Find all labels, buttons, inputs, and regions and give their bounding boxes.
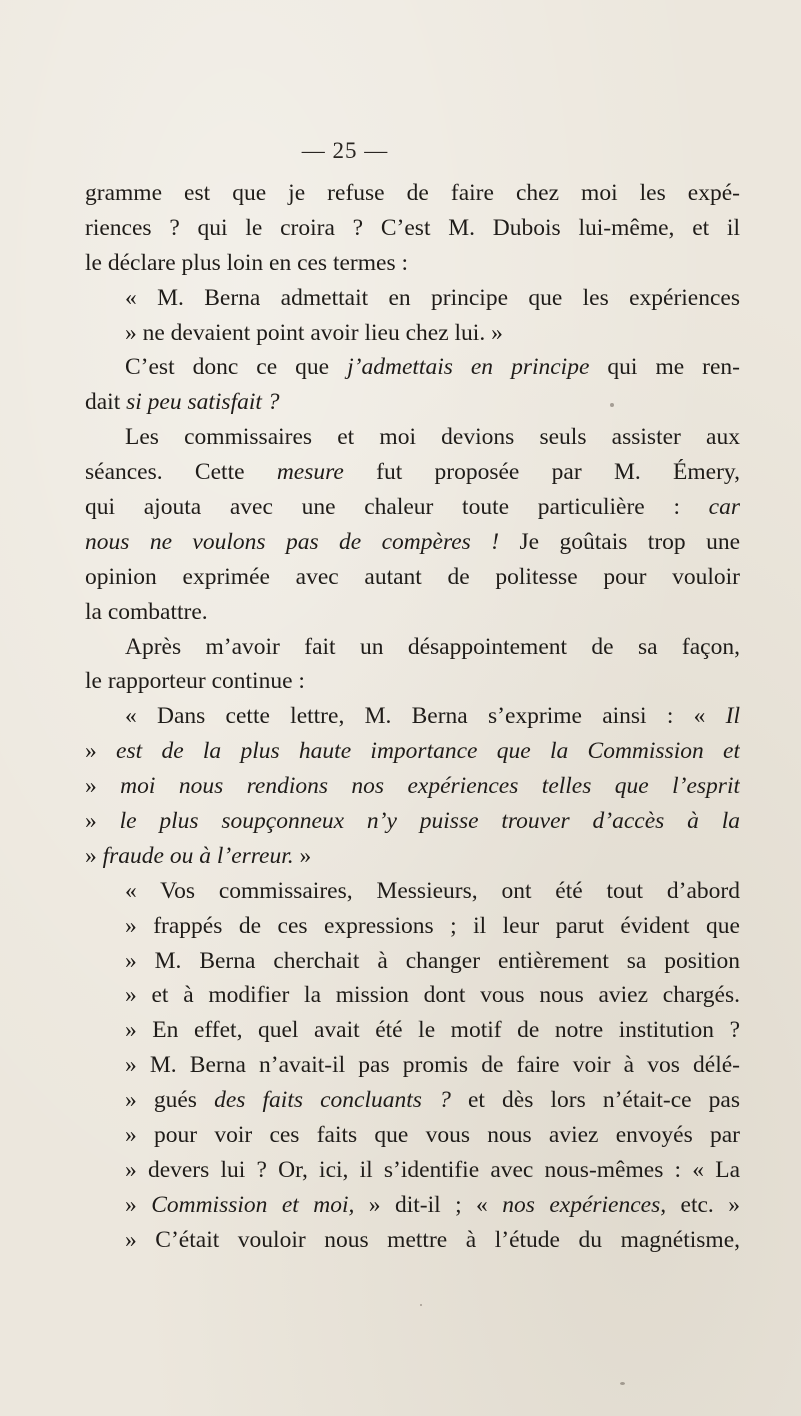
text-line-11 — [85, 525, 740, 560]
text-span: » gués — [125, 1087, 215, 1114]
italic-span: moi nous rendions nos expériences telles que l’esprit — [120, 773, 740, 800]
italic-span: fraude ou à l’erreur. — [102, 842, 294, 869]
text-line-18 — [85, 769, 740, 804]
text-line-15: le rapporteur continue : — [85, 668, 305, 695]
paper-speck — [420, 1304, 422, 1306]
text-line-16 — [85, 699, 740, 734]
text-span: » dit-il ; « — [354, 1191, 503, 1218]
text-line-5: » ne devaient point avoir lieu chez lui. » — [125, 319, 503, 346]
italic-span: Il — [725, 703, 740, 730]
text-line-1: gramme est que je refuse de faire chez moi les expé- — [85, 180, 740, 206]
text-line-26: » M. Berna n’avait-il pas promis de faire voir à vos délé- — [125, 1052, 740, 1079]
text-line-25: » En effet, quel avait été le motif de notre institution ? — [125, 1017, 740, 1044]
text-span: qui ajouta avec une chaleur toute particulière : — [85, 494, 709, 521]
italic-span: nous ne voulons pas de compères ! — [85, 528, 500, 555]
italic-span: des faits concluants ? — [214, 1087, 451, 1114]
text-span: » — [85, 842, 103, 869]
italic-span: le plus soupçonneux n’y puisse trouver d’accès à la — [119, 808, 740, 835]
body-text — [85, 176, 740, 1258]
text-line-13: la combattre. — [85, 598, 208, 625]
text-span: « Dans cette lettre, M. Berna s’exprime ainsi : « — [125, 703, 726, 730]
italic-span: j’admettais en principe — [347, 354, 590, 381]
text-line-28: » pour voir ces faits que vous nous aviez envoyés par — [125, 1122, 740, 1149]
text-span: qui me ren- — [589, 354, 740, 381]
text-span: » — [293, 842, 312, 869]
text-line-12: opinion exprimée avec autant de politesse pour vouloir — [85, 563, 740, 590]
page-number: — 25 — — [301, 138, 389, 163]
text-line-9 — [85, 455, 740, 490]
text-span: » — [85, 738, 117, 765]
text-span: et dès lors n’était-ce pas — [450, 1087, 740, 1114]
text-line-8: Les commissaires et moi devions seuls assister aux — [125, 424, 740, 451]
italic-span: nos expériences, — [502, 1191, 667, 1218]
italic-span: Commission et moi, — [151, 1191, 355, 1218]
text-line-19 — [85, 804, 740, 839]
text-line-31: » C’était vouloir nous mettre à l’étude du magnétisme, — [125, 1226, 740, 1253]
text-span: » — [85, 808, 120, 835]
text-line-2: riences ? qui le croira ? C’est M. Dubois lui-même, et il — [85, 214, 740, 241]
text-span: etc. » — [666, 1191, 740, 1218]
paper-speck — [620, 1382, 625, 1385]
italic-span: car — [708, 494, 740, 521]
text-span: » — [125, 1191, 152, 1218]
italic-span: si peu satisfait ? — [126, 389, 280, 416]
italic-span: est de la plus haute importance que la Commission et — [116, 738, 740, 765]
text-line-3: le déclare plus loin en ces termes : — [85, 249, 408, 276]
text-line-7 — [85, 385, 740, 420]
text-line-24: » et à modifier la mission dont vous nous aviez chargés. — [125, 982, 740, 1009]
text-line-30 — [85, 1188, 740, 1223]
text-line-29: » devers lui ? Or, ici, il s’identifie avec nous-mêmes : « La — [125, 1156, 740, 1183]
text-line-17 — [85, 734, 740, 769]
text-span: Je goûtais trop une — [499, 528, 740, 555]
text-line-20 — [85, 839, 740, 874]
text-span: dait — [85, 389, 127, 416]
text-line-10 — [85, 490, 740, 525]
text-line-22: » frappés de ces expressions ; il leur parut évident que — [125, 912, 740, 939]
text-line-4: « M. Berna admettait en principe que les expériences — [125, 284, 740, 311]
text-line-6 — [85, 350, 740, 385]
text-span: C’est donc ce que — [125, 354, 348, 381]
text-line-21: « Vos commissaires, Messieurs, ont été tout d’abord — [125, 877, 740, 904]
paper-speck — [610, 403, 614, 407]
text-line-27 — [85, 1083, 740, 1118]
italic-span: mesure — [276, 459, 344, 486]
text-span: » — [85, 773, 121, 800]
text-span: fut proposée par M. Émery, — [343, 459, 740, 486]
text-span: séances. Cette — [85, 459, 277, 486]
text-line-14: Après m’avoir fait un désappointement de sa façon, — [125, 633, 740, 660]
text-line-23: » M. Berna cherchait à changer entièrement sa position — [125, 947, 740, 974]
